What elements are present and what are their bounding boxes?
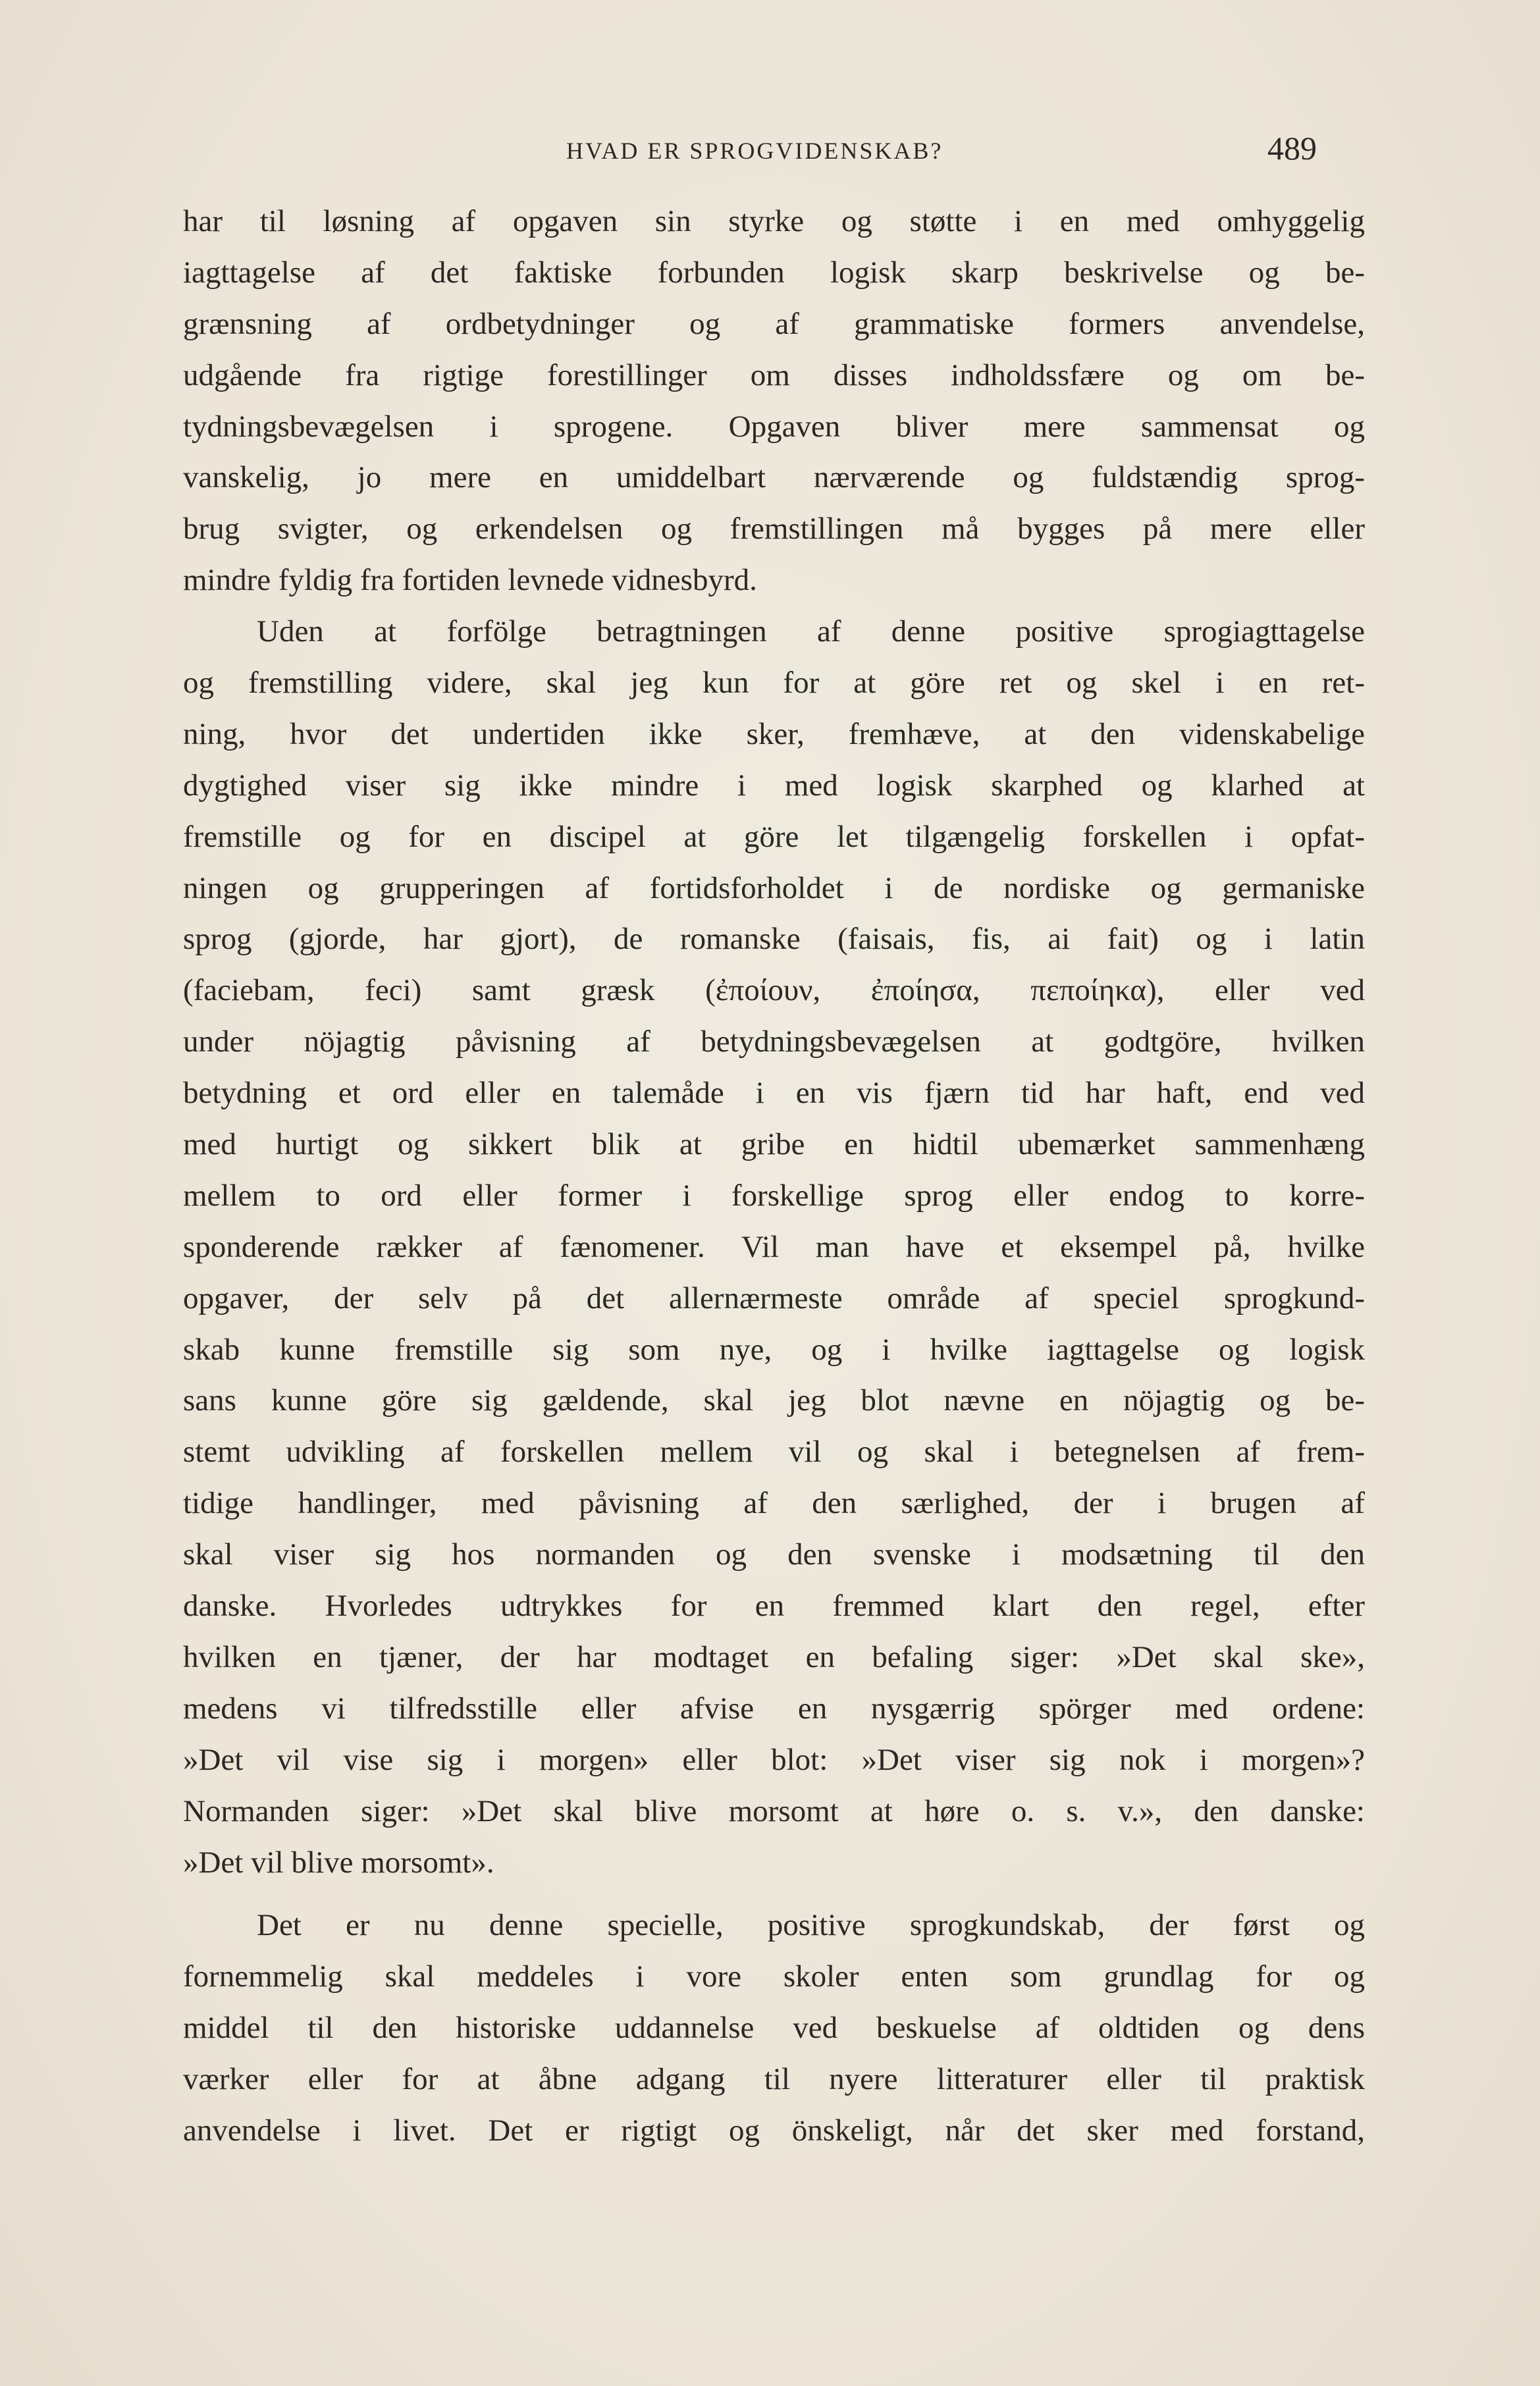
text-line: værker eller for at åbne adgang til nyere litteraturer eller til praktisk <box>183 2062 1365 2097</box>
text-line: Normanden siger: »Det skal blive morsomt at høre o. s. v.», den danske: <box>183 1793 1365 1828</box>
text-line: mindre fyldig fra fortiden levnede vidnesbyrd. <box>183 563 757 598</box>
text-line: sprog (gjorde, har gjort), de romanske (faisais, fis, ai fait) og i latin <box>183 922 1365 957</box>
text-line: »Det vil vise sig i morgen» eller blot: »Det viser sig nok i morgen»? <box>183 1742 1365 1777</box>
text-line: fremstille og for en discipel at göre let tilgængelig forskellen i opfat- <box>183 819 1365 854</box>
text-line: danske. Hvorledes udtrykkes for en fremmed klart den regel, efter <box>183 1589 1365 1624</box>
text-line: udgående fra rigtige forestillinger om disses indholdssfære og om be- <box>183 358 1365 392</box>
text-line: medens vi tilfredsstille eller afvise en nysgærrig spörger med ordene: <box>183 1691 1365 1726</box>
text-line: skal viser sig hos normanden og den svenske i modsætning til den <box>183 1537 1365 1572</box>
text-line: ningen og grupperingen af fortidsforholdet i de nordiske og germaniske <box>183 870 1365 905</box>
text-line: og fremstilling videre, skal jeg kun for at göre ret og skel i en ret- <box>183 666 1365 701</box>
text-line: Uden at forfölge betragtningen af denne positive sprogiagttagelse <box>257 614 1365 649</box>
text-line: iagttagelse af det faktiske forbunden logisk skarp beskrivelse og be- <box>183 255 1365 290</box>
text-line: sans kunne göre sig gældende, skal jeg blot nævne en nöjagtig og be- <box>183 1383 1365 1418</box>
text-line: tydningsbevægelsen i sprogene. Opgaven bliver mere sammensat og <box>183 409 1365 444</box>
body-text <box>183 196 1365 2157</box>
text-line: mellem to ord eller former i forskellige sprog eller endog to korre- <box>183 1178 1365 1213</box>
text-line: stemt udvikling af forskellen mellem vil og skal i betegnelsen af frem- <box>183 1435 1365 1470</box>
text-line: brug svigter, og erkendelsen og fremstillingen må bygges på mere eller <box>183 512 1365 546</box>
text-line: dygtighed viser sig ikke mindre i med logisk skarphed og klarhed at <box>183 768 1365 803</box>
text-line: sponderende rækker af fænomener. Vil man have et eksempel på, hvilke <box>183 1229 1365 1264</box>
text-line: Det er nu denne specielle, positive sprogkundskab, der først og <box>257 1908 1365 1943</box>
text-line: fornemmelig skal meddeles i vore skoler enten som grundlag for og <box>183 1959 1365 1994</box>
text-line: opgaver, der selv på det allernærmeste område af speciel sprogkund- <box>183 1281 1365 1315</box>
text-line: grænsning af ordbetydninger og af grammatiske formers anvendelse, <box>183 306 1365 341</box>
text-line: hvilken en tjæner, der har modtaget en befaling siger: »Det skal ske», <box>183 1639 1365 1674</box>
text-line: middel til den historiske uddannelse ved beskuelse af oldtiden og dens <box>183 2011 1365 2046</box>
text-line: med hurtigt og sikkert blik at gribe en hidtil ubemærket sammenhæng <box>183 1127 1365 1162</box>
text-line: vanskelig, jo mere en umiddelbart nærværende og fuldstændig sprog- <box>183 460 1365 495</box>
text-line: tidige handlinger, med påvisning af den særlighed, der i brugen af <box>183 1486 1365 1521</box>
page-header <box>184 130 1363 170</box>
text-line: ning, hvor det undertiden ikke sker, fremhæve, at den videnskabelige <box>183 716 1365 751</box>
page-number: 489 <box>1267 130 1317 167</box>
text-line: har til løsning af opgaven sin styrke og støtte i en med omhyggelig <box>183 204 1365 238</box>
text-line: betydning et ord eller en talemåde i en vis fjærn tid har haft, end ved <box>183 1076 1365 1111</box>
text-line: »Det vil blive morsomt». <box>183 1845 494 1880</box>
running-title: HVAD ER SPROGVIDENSKAB? <box>566 138 943 164</box>
text-line: under nöjagtig påvisning af betydningsbevægelsen at godtgöre, hvilken <box>183 1024 1365 1059</box>
text-line: anvendelse i livet. Det er rigtigt og önskeligt, når det sker med forstand, <box>183 2113 1365 2148</box>
text-line: skab kunne fremstille sig som nye, og i hvilke iagttagelse og logisk <box>183 1332 1365 1367</box>
text-line: (faciebam, feci) samt græsk (ἐποίουν, ἐποίησα, πεποίηκα), eller ved <box>183 973 1365 1008</box>
